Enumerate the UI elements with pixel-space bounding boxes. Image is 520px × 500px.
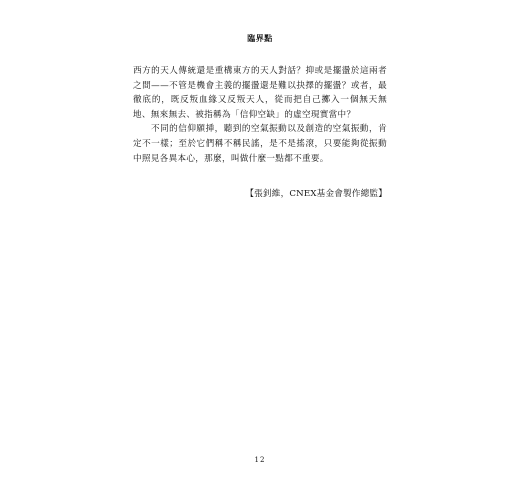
body-text — [133, 64, 387, 166]
paragraph-2: 不同的信仰願挿，聽到的空氣振動以及創造的空氣振動，肯定不一樣；至於它們稱不稱民謠，是不是搖滾，只要能夠從振動中照見各異本心，那麼，叫做什麼一點都不重要。 — [133, 124, 387, 164]
author-signature: 【張釗維，CNEX基金會製作總監】 — [245, 189, 387, 199]
paragraph-1: 西方的天人傳統還是重構東方的天人對話？抑或是擺盪於這兩者之間——不管是機會主義的擺盪還是難以抉擇的擺盪？或者，最徹底的，既反叛血緣又反叛天人，從而把自己擲入一個無天無地、無來無去、被指稱為「信仰空缺」的虛空現實當中？ — [133, 66, 387, 120]
running-header: 臨界點 — [247, 33, 273, 43]
page-number: 12 — [254, 456, 266, 464]
